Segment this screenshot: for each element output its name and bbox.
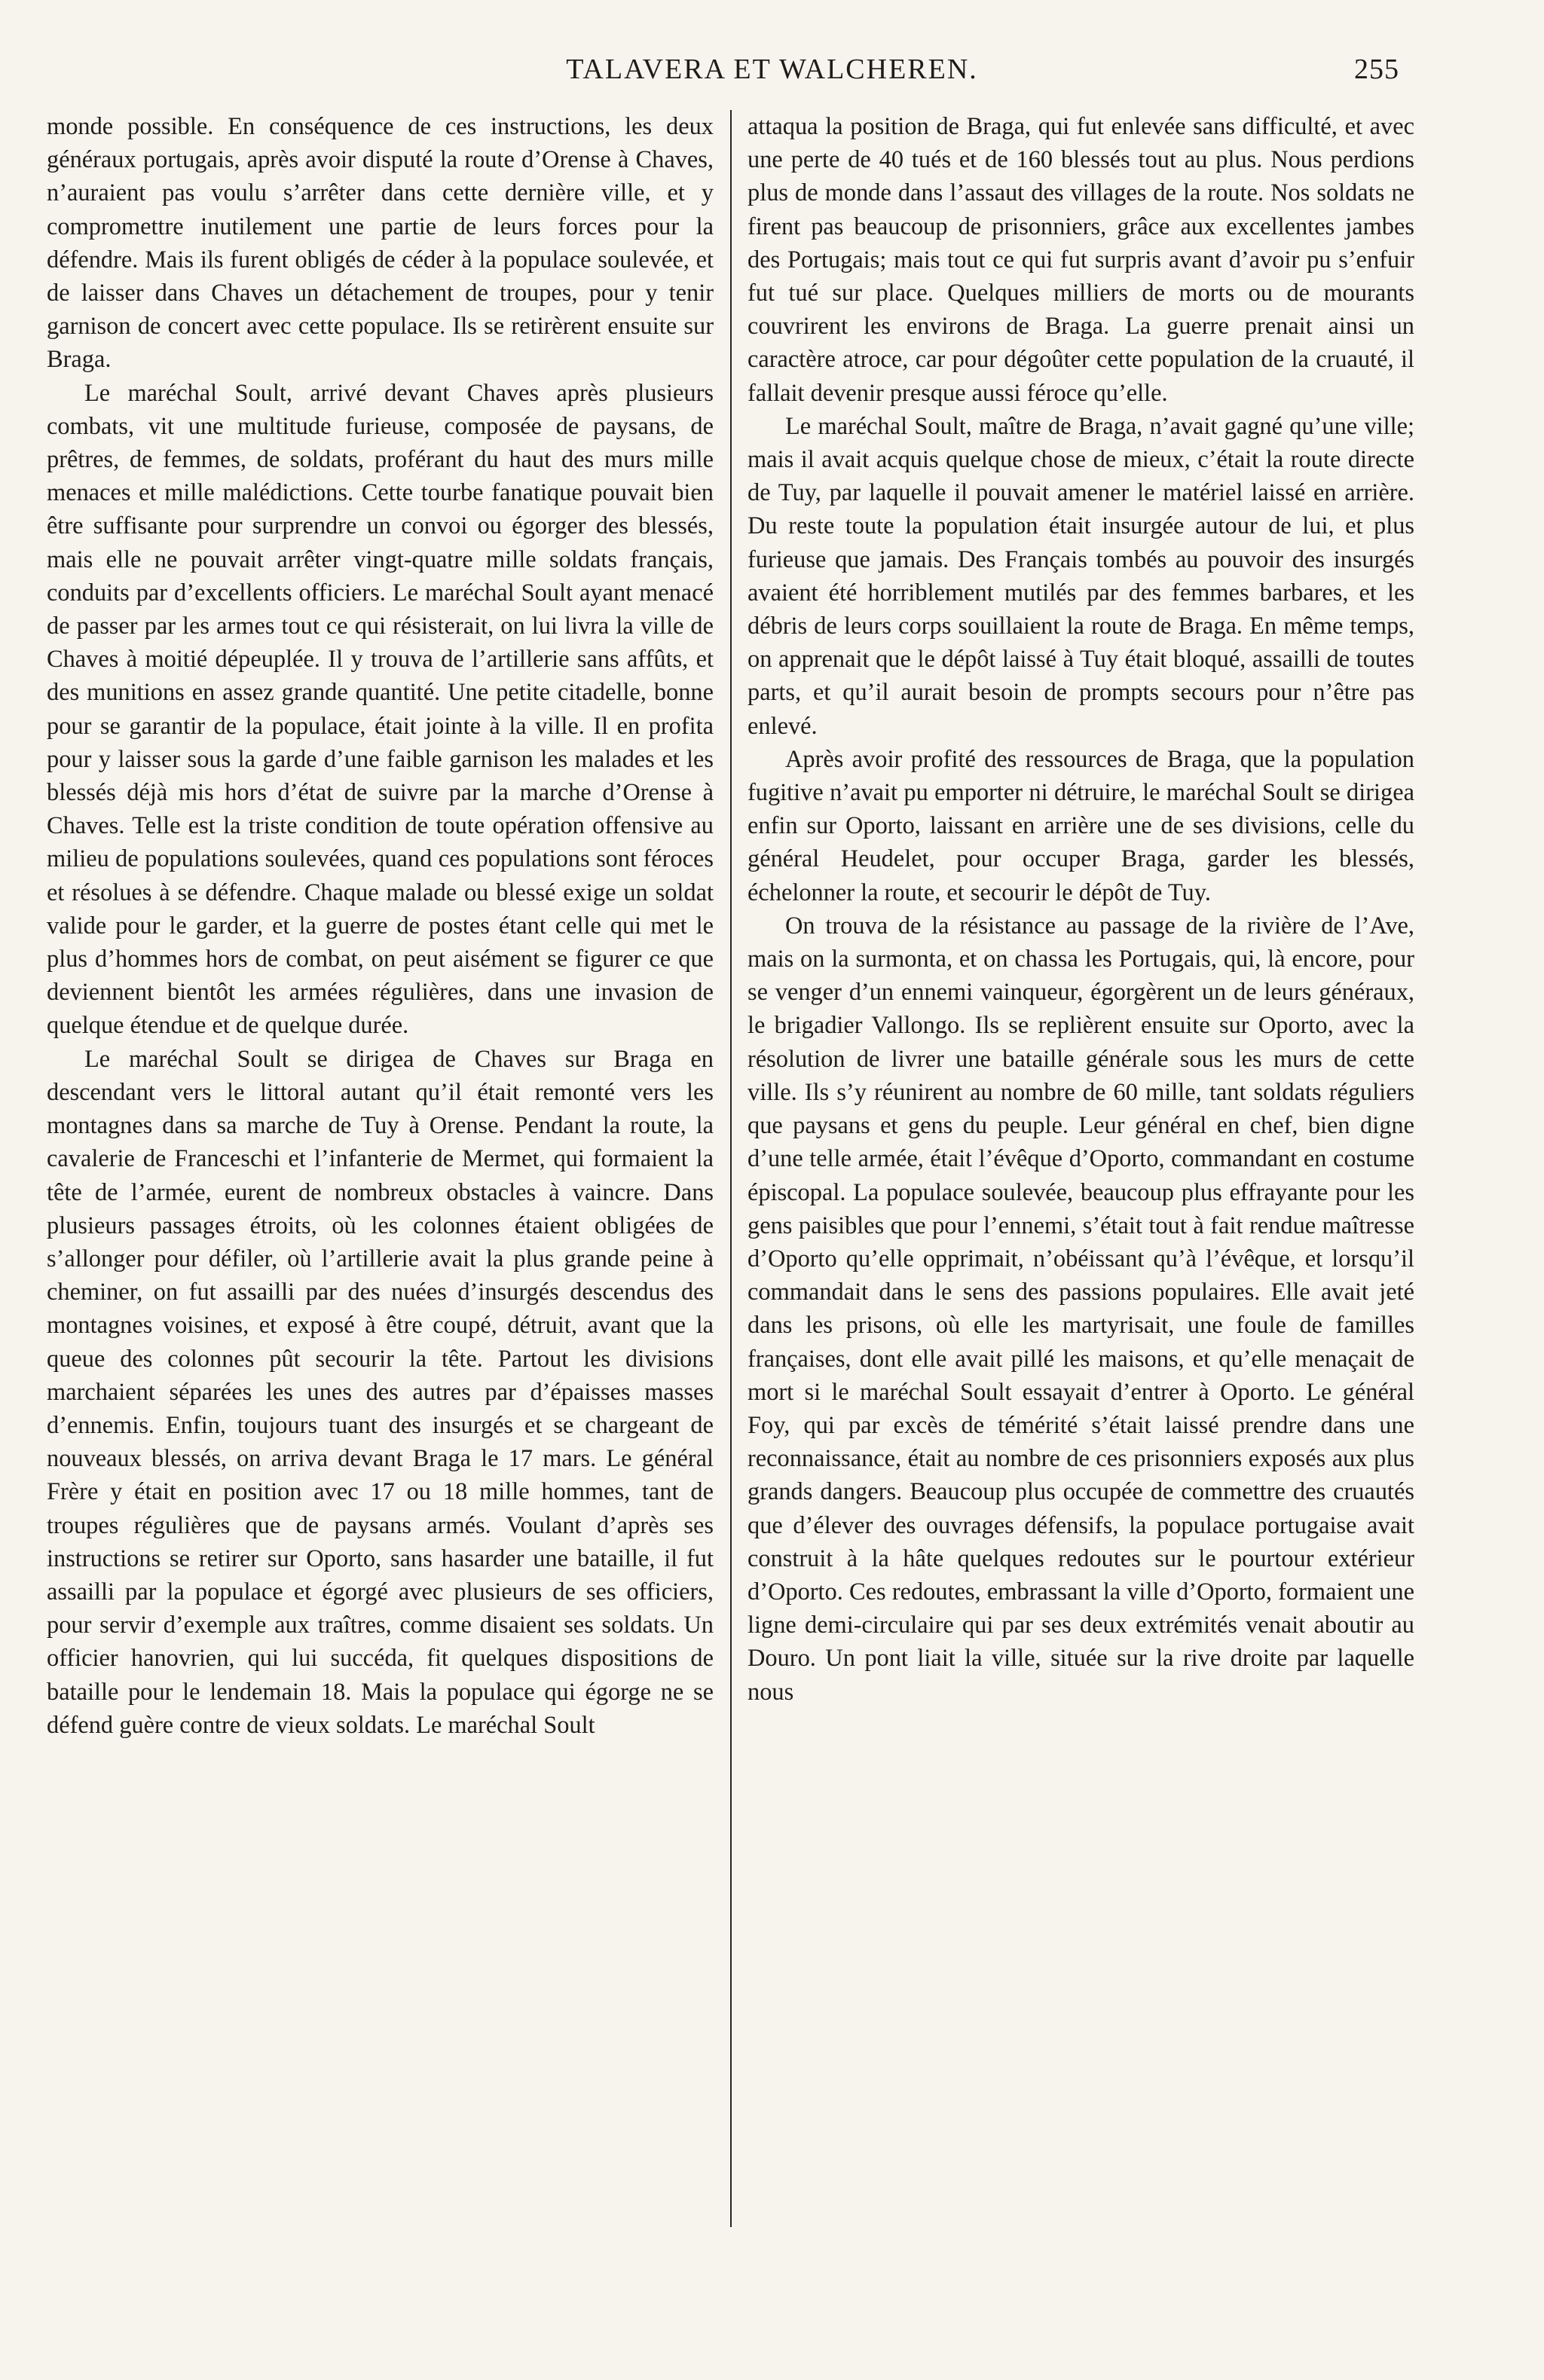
paragraph: On trouva de la résistance au passage de la rivière de l’Ave, mais on la surmonta, et on chassa les Portugais, qui, là encore, pour se venger d’un ennemi vainqueur, égorgèrent un de leurs généraux, le brigadier Vallongo. Ils se replièrent ensuite sur Oporto, avec la résolution de livrer une bataille générale sous les murs de cette ville. Ils s’y réunirent au nombre de 60 mille, tant soldats réguliers que paysans et gens du peuple. Leur général en chef, bien digne d’une telle armée, était l’évêque d’Oporto, commandant en costume épiscopal. La populace soulevée, beaucoup plus effrayante pour les gens paisibles que pour l’ennemi, s’était tout à fait rendue maîtresse d’Oporto qu’elle opprimait, n’obéissant qu’à l’évêque, et lorsqu’il commandait dans le sens des passions populaires. Elle avait jeté dans les prisons, où elle les martyrisait, une foule de familles françaises, dont elle avait pillé les maisons, et qu’elle menaçait de mort si le maréchal Soult essayait d’entrer à Oporto. Le général Foy, qui par excès de témérité s’était laissé prendre dans une reconnaissance, était au nombre de ces prisonniers exposés aux plus grands dangers. Beaucoup plus occupée de commettre des cruautés que d’élever des ouvrages défensifs, la populace portugaise avait construit à la hâte quelques redoutes sur le pourtour extérieur d’Oporto. Ces redoutes, embrassant la ville d’Oporto, formaient une ligne demi-circulaire qui par ses deux extrémités venait aboutir au Douro. Un pont liait la ville, située sur la rive droite par laquelle nous: [748, 912, 1414, 1706]
paragraph: attaqua la position de Braga, qui fut enlevée sans difficulté, et avec une perte de 40 tués et de 160 blessés tout au plus. Nous perdions plus de monde dans l’assaut des villages de la route. Nos soldats ne firent pas beaucoup de prisonniers, grâce aux excellentes jambes des Portugais; mais tout ce qui fut surpris avant d’avoir pu s’enfuir fut tué sur place. Quelques milliers de morts ou de mourants couvrirent les environs de Braga. La guerre prenait ainsi un caractère atroce, car pour dégoûter cette population de la cruauté, il fallait devenir presque aussi féroce qu’elle.: [748, 113, 1414, 407]
column-divider: [730, 110, 732, 2227]
paragraph: Le maréchal Soult, arrivé devant Chaves après plusieurs combats, vit une multitude furieuse, composée de paysans, de prêtres, de femmes, de soldats, proférant du haut des murs mille menaces et mille malédictions. Cette tourbe fanatique pouvait bien être suffisante pour surprendre un convoi ou égorger des blessés, mais elle ne pouvait arrêter vingt-quatre mille soldats français, conduits par d’excellents officiers. Le maréchal Soult ayant menacé de passer par les armes tout ce qui résisterait, on lui livra la ville de Chaves à moitié dépeuplée. Il y trouva de l’artillerie sans affûts, et des munitions en assez grande quantité. Une petite citadelle, bonne pour se garantir de la populace, était jointe à la ville. Il en profita pour y laisser sous la garde d’une faible garnison les malades et les blessés déjà mis hors d’état de suivre par la marche d’Orense à Chaves. Telle est la triste condition de toute opération offensive au milieu de populations soulevées, quand ces populations sont féroces et résolues à se défendre. Chaque malade ou blessé exige un soldat valide pour le garder, et la guerre de postes étant celle qui met le plus d’hommes hors de combat, on peut aisément se figurer ce que deviennent bientôt les armées régulières, dans une invasion de quelque étendue et de quelque durée.: [47, 379, 714, 1040]
paragraph: Le maréchal Soult, maître de Braga, n’avait gagné qu’une ville; mais il avait acquis quelque chose de mieux, c’était la route directe de Tuy, par laquelle il pouvait amener le matériel laissé en arrière. Du reste toute la population était insurgée autour de lui, et plus furieuse que jamais. Des Français tombés au pouvoir des insurgés avaient été horriblement mutilés par des femmes barbares, et les débris de leurs corps souillaient la route de Braga. En même temps, on apprenait que le dépôt laissé à Tuy était bloqué, assailli de toutes parts, et qu’il aurait besoin de prompts secours pour n’être pas enlevé.: [748, 412, 1414, 740]
paragraph: Le maréchal Soult se dirigea de Chaves sur Braga en descendant vers le littoral autant qu’il était remonté vers les montagnes dans sa marche de Tuy à Orense. Pendant la route, la cavalerie de Franceschi et l’infanterie de Mermet, qui formaient la tête de l’armée, eurent de nombreux obstacles à vaincre. Dans plusieurs passages étroits, où les colonnes étaient obligées de s’allonger pour défiler, où l’artillerie avait la plus grande peine à cheminer, on fut assailli par des nuées d’insurgés descendus des montagnes voisines, et exposé à être coupé, détruit, avant que la queue des colonnes pût secourir la tête. Partout les divisions marchaient séparées les unes des autres par d’épaisses masses d’ennemis. Enfin, toujours tuant des insurgés et se chargeant de nouveaux blessés, on arriva devant Braga le 17 mars. Le général Frère y était en position avec 17 ou 18 mille hommes, tant de troupes régulières que de paysans armés. Voulant d’après ses instructions se retirer sur Oporto, sans hasarder une bataille, il fut assailli par la populace et égorgé avec plusieurs de ses officiers, pour servir d’exemple aux traîtres, comme disaient ses soldats. Un officier hanovrien, qui lui succéda, fit quelques dispositions de bataille pour le lendemain 18. Mais la populace qui égorge ne se défend guère contre de vieux soldats. Le maréchal Soult: [47, 1045, 714, 1739]
left-column: [47, 110, 714, 1742]
page-number: 255: [1354, 53, 1399, 85]
right-column: [748, 110, 1414, 1709]
running-head: TALAVERA ET WALCHEREN.: [566, 53, 978, 85]
paragraph: Après avoir profité des ressources de Braga, que la population fugitive n’avait pu emporter ni détruire, le maréchal Soult se dirigea enfin sur Oporto, laissant en arrière une de ses divisions, celle du général Heudelet, pour occuper Braga, garder les blessés, échelonner la route, et secourir le dépôt de Tuy.: [748, 745, 1414, 906]
paragraph: monde possible. En conséquence de ces instructions, les deux généraux portugais, après avoir disputé la route d’Orense à Chaves, n’auraient pas voulu s’arrêter dans cette dernière ville, et y compromettre inutilement une partie de leurs forces pour la défendre. Mais ils furent obligés de céder à la populace soulevée, et de laisser dans Chaves un détachement de troupes, pour y tenir garnison de concert avec cette populace. Ils se retirèrent ensuite sur Braga.: [47, 113, 714, 374]
